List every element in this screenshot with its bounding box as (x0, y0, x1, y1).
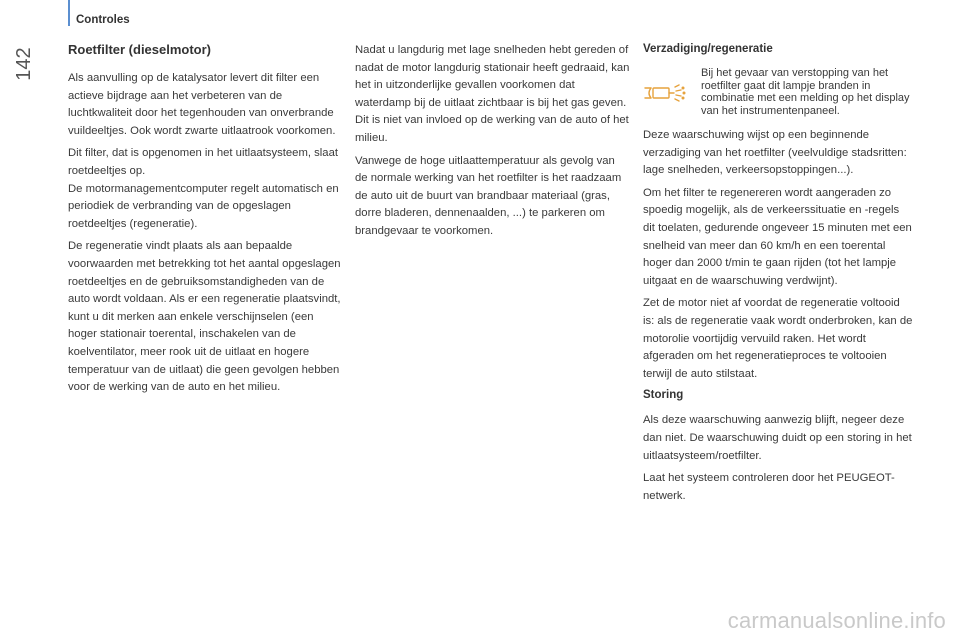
storing-title: Storing (643, 389, 684, 402)
watermark: carmanualsonline.info (727, 608, 946, 633)
verzadiging-title: Verzadiging/regeneratie (643, 43, 773, 55)
column-verzadiging (643, 42, 913, 510)
col2-paragraph-1: Nadat u langdurig met lage snelheden hebt gereden of nadat de motor langdurig stationair heeft gedraaid, kan het in uitzonderlijke gevallen voorkomen dat waterdamp bij de uitlaat zichtbaar is bij het gas geven. Dit is niet van invloed op de werking van de auto of het milieu. (355, 44, 630, 144)
storing-paragraph-1: Als deze waarschuwing aanwezig blijft, negeer deze dan niet. De waarschuwing duidt op een storing in het uitlaatsysteem/roetfilter. (643, 414, 912, 462)
section-header: Controles (76, 14, 130, 26)
col3-paragraph-2: Om het filter te regenereren wordt aangeraden zo spoedig mogelijk, als de verkeerssituatie en -regels dit toelaten, gedurende ongeveer 15 minuten met een snelheid van meer dan 60 km/h en een toerental hoger dan 2000 t/min te gaan rijden (tot het lampje uitgaat en de waarschuwing verdwijnt). (643, 186, 912, 287)
col1-paragraph-3: De motormanagementcomputer regelt automatisch en periodiek de verbranding van de opgeslagen roetdeeltjes (regeneratie). (68, 182, 339, 230)
col1-paragraph-1: Als aanvulling op de katalysator levert dit filter een actieve bijdrage aan het verbeteren van de luchtkwaliteit door het tegenhouden van onverbrande vuildeeltjes. Ook wordt zwarte uitlaatrook voorkomen. (68, 72, 336, 137)
col2-paragraph-2: Vanwege de hoge uitlaattemperatuur als gevolg van de normale werking van het roetfilter is het raadzaam de auto uit de buurt van brandbaar materiaal (gras, dorre bladeren, dennenaalden, ...) te parkeren om brandgevaar te voorkomen. (355, 154, 622, 237)
col1-paragraph-4: De regeneratie vindt plaats als aan bepaalde voorwaarden met betrekking tot het aantal opgeslagen roetdeeltjes en de gebruiksomstandigheden van de auto wordt voldaan. Als er een regeneratie plaatsvindt, kunt u dit merken aan enkele verschijnselen (een hoger stationair toerental, inschakelen van de koelventilator, meer rook uit de uitlaat en hogere temperatuur van de uitlaat) die geen gevolgen hebben voor de werking van de auto en het milieu. (68, 240, 341, 394)
header-accent-bar (68, 0, 70, 26)
warning-block (643, 66, 913, 117)
particle-filter-warning-icon (643, 66, 701, 109)
warning-text: Bij het gevaar van verstopping van het roetfilter gaat dit lampje branden in combinatie met een melding op het display van het instrumentenpaneel. (701, 67, 910, 117)
col3-paragraph-3: Zet de motor niet af voordat de regeneratie voltooid is: als de regeneratie vaak wordt onderbroken, kan de motorolie voortijdig vervuild raken. Het wordt afgeraden om het regeneratieproces te voltooien terwijl de auto stilstaat. (643, 297, 913, 380)
roetfilter-title: Roetfilter (dieselmotor) (68, 42, 212, 57)
col1-paragraph-2: Dit filter, dat is opgenomen in het uitlaatsysteem, slaat roetdeeltjes op. (68, 147, 339, 177)
column-roetfilter (68, 42, 343, 402)
page-number: 142 (13, 47, 35, 81)
column-continuation (355, 42, 630, 246)
col3-paragraph-1: Deze waarschuwing wijst op een beginnende verzadiging van het roetfilter (veelvuldige stadsritten: lage snelheden, verkeersopstoppingen...). (643, 129, 907, 177)
storing-paragraph-2: Laat het systeem controleren door het PEUGEOT-netwerk. (643, 472, 895, 502)
